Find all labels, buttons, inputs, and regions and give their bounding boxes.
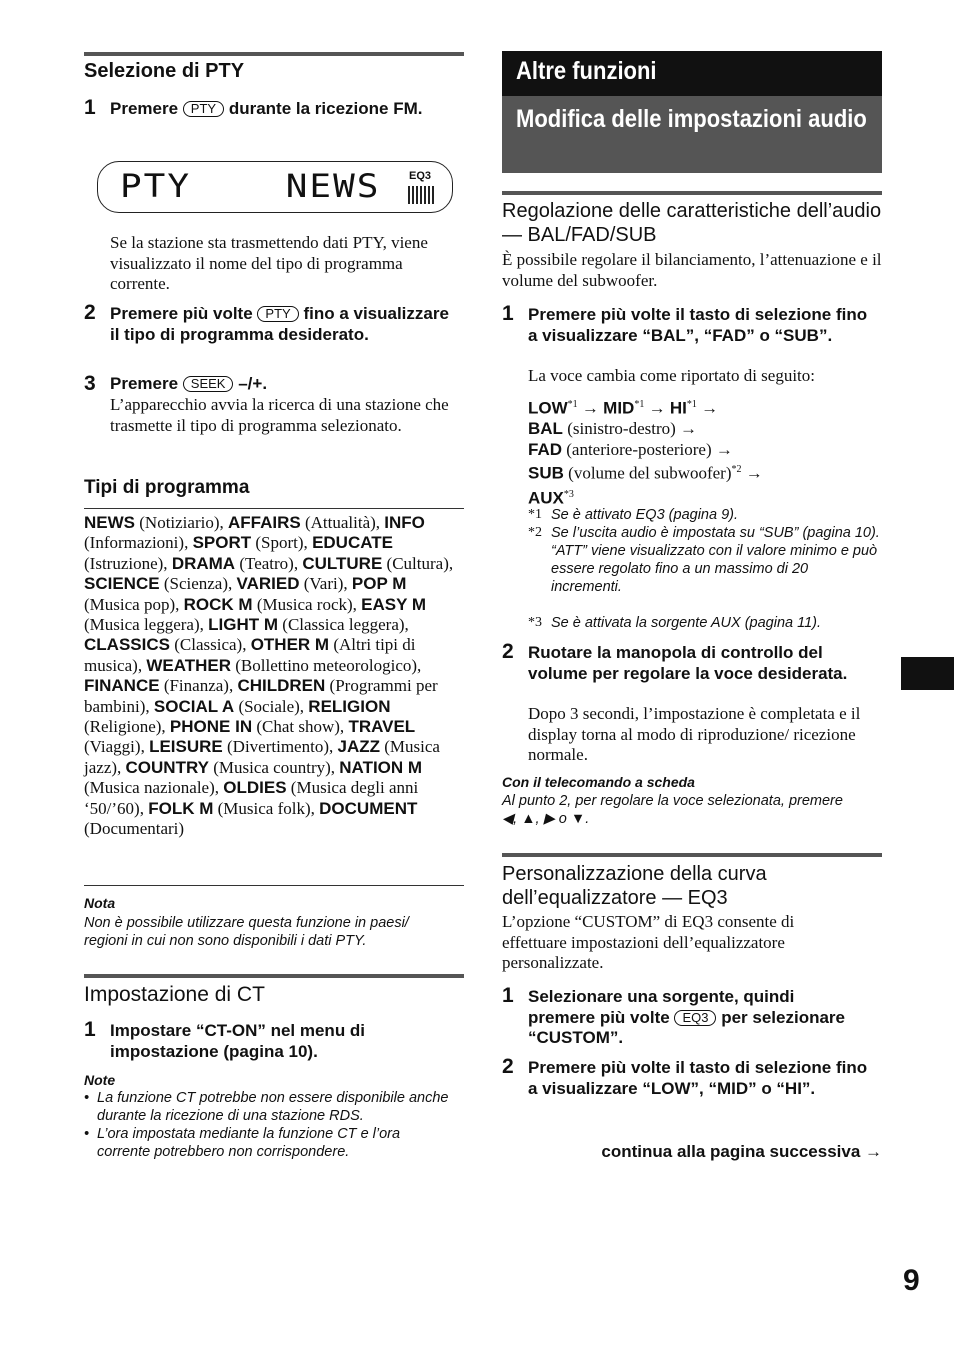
program-type-code: POP M [351,574,407,594]
bullet: • [84,1126,90,1142]
footnote-3: Se è attivata la sorgente AUX (pagina 11). [551,615,822,631]
setting-sequence: LOW$^{*1}$ → MID$^{*1}$ → HI$^{*1}$ → BAL (sinistro-destro) → FAD (anteriore-posteriore) → SUB (volume del subwoofer)$^{*2}$ → $AUX^{*3}$ [528,398,763,508]
program-type-code: NATION M [339,757,423,777]
pty-body-1: Se la stazione sta trasmettendo dati PTY, viene visualizzato il nome del tipo di programma corrente. [110,233,428,293]
bullet: • [84,1090,90,1106]
step-number: 3 [84,372,96,395]
program-type-desc: (Bollettino meteorologico), [231,655,422,675]
remote-text: Al punto 2, per regolare la voce selezionata, premere ◀, ▲, ▶ o ▼. [502,793,843,827]
sec2-body: L’opzione “CUSTOM” di EQ3 consente di effettuare impostazioni dell’equalizzatore personalizzate. [502,912,795,972]
footnote-1: Se è attivato EQ3 (pagina 9). [551,507,738,523]
ct-note-title: Note [84,1072,116,1088]
sec1-step-1-body: La voce cambia come riportato di seguito: [528,366,816,385]
program-type-code: VARIED [236,574,300,594]
program-type-code: CLASSICS [84,635,170,655]
eq3-key: EQ3 [674,1010,716,1026]
section-rule [84,52,464,56]
sec1-title: Regolazione delle caratteristiche dell’audio — BAL/FAD/SUB [502,200,882,246]
program-type-code: INFO [384,513,425,532]
program-type-desc: (Vari), [299,574,352,594]
nota-text: Non è possibile utilizzare questa funzione in paesi/ regioni in cui non sono disponibili i dati PTY. [84,915,409,949]
lcd-display [97,161,453,213]
program-type-desc: (Sociale), [234,696,309,716]
program-type-desc: (Musica jazz), [84,737,440,777]
footnote-2: Se l’uscita audio è impostata su “SUB” (pagina 10). “ATT” viene visualizzato con il valore minimo e può essere regolato fino a un massimo di 20 incrementi. [551,525,880,595]
program-type-code: FINANCE [84,676,160,696]
ct-title: Impostazione di CT [84,983,265,1006]
program-type-code: SOCIAL A [153,696,235,716]
program-type-code: AFFAIRS [228,513,301,532]
program-type-desc: (Chat show), [252,717,349,737]
step-number: 1 [84,96,96,119]
program-type-code: DRAMA [171,553,236,573]
pty-title: Selezione di PTY [84,60,245,82]
divider [84,885,464,886]
page-number: 9 [903,1264,920,1297]
pty-step-1: Premere PTY durante la ricezione FM. [110,99,423,118]
sec1-step-2: Ruotare la manopola di controllo del volume per regolare la voce desiderata. [528,643,848,683]
program-type-code: JAZZ [337,737,380,757]
equalizer-bars-icon [408,186,436,204]
program-type-code: OTHER M [250,635,330,655]
program-type-desc: (Teatro), [235,553,303,573]
program-type-desc: (Musica nazionale), [84,778,224,798]
program-type-desc: (Informazioni), [84,533,193,553]
program-type-desc: (Divertimento), [222,737,338,757]
program-type-desc: (Religione), [84,717,170,737]
pty-step-3: Premere SEEK –/+. [110,374,268,393]
section-rule [84,974,464,978]
program-type-desc: (Viaggi), [84,737,150,757]
arrow-keys-icon: ◀, ▲, ▶ o ▼. [502,811,590,827]
footnote-mark: *2 [528,525,542,540]
banner-subtitle: Modifica delle impostazioni audio [516,105,867,133]
sec1-body: È possibile regolare il bilanciamento, l’attenuazione e il volume del subwoofer. [502,250,882,290]
eq3-indicator: EQ3 [409,170,432,182]
program-type-code: LIGHT M [208,615,279,635]
program-type-code: COUNTRY [125,757,209,777]
program-type-code: EDUCATE [312,533,393,553]
program-type-code: NEWS [84,513,135,532]
sec2-step-2: Premere più volte il tasto di selezione fino a visualizzare “LOW”, “MID” o “HI”. [528,1058,868,1098]
program-type-desc: (Attualità), [300,513,385,532]
banner-title: Altre funzioni [516,57,657,85]
step-number: 1 [502,984,514,1007]
ct-note-2: L’ora impostata mediante la funzione CT e l’ora corrente potrebbero non corrispondere. [97,1126,401,1160]
program-type-desc: (Musica rock), [252,594,362,614]
program-type-code: ROCK M [183,594,253,614]
remote-title: Con il telecomando a scheda [502,774,695,790]
banner-header [502,51,882,96]
program-type-code: RELIGION [308,696,391,716]
sec2-title: Personalizzazione della curva dell’equalizzatore — EQ3 [502,863,767,909]
pty-key: PTY [183,101,224,117]
program-types-list [84,513,462,840]
program-type-code: PHONE IN [169,717,253,737]
program-type-desc: (Classica leggera), [278,615,409,635]
program-type-code: CHILDREN [237,676,326,696]
program-type-desc: (Musica pop), [84,594,184,614]
step-number: 1 [502,302,514,325]
program-type-code: OLDIES [223,778,287,798]
program-type-desc: (Documentari) [84,819,185,839]
program-type-code: EASY M [361,594,427,614]
program-type-desc: (Programmi per bambini), [84,676,438,716]
pty-step-2: Premere più volte PTY fino a visualizzare il tipo di programma desiderato. [110,304,449,344]
program-type-code: FOLK M [148,798,214,818]
side-tab [901,657,954,690]
program-type-desc: (Altri tipi di musica), [84,635,416,675]
sec2-step-1: Selezionare una sorgente, quindi premere più volte EQ3 per selezionare “CUSTOM”. [528,987,845,1047]
program-type-desc: (Cultura), [382,553,454,573]
section-rule [502,191,882,195]
banner-sub [502,96,882,173]
program-type-desc: (Sport), [251,533,313,553]
pty-body-3: L’apparecchio avvia la ricerca di una stazione che trasmette il tipo di programma selezionato. [110,395,449,435]
footnote-mark: *1 [528,507,542,522]
program-type-desc: (Scienza), [159,574,237,594]
program-type-desc: (Finanza), [159,676,238,696]
continue-label: continua alla pagina successiva → [601,1142,882,1161]
program-type-code: TRAVEL [348,717,416,737]
program-type-code: WEATHER [146,655,232,675]
nota-title: Nota [84,895,116,911]
lcd-text: PTY NEWS [120,168,381,205]
program-type-desc: (Musica country), [208,757,340,777]
program-type-desc: (Musica leggera), [84,615,209,635]
program-type-desc: (Istruzione), [84,553,172,573]
pty-key: PTY [257,306,298,322]
program-type-code: SPORT [192,533,252,553]
seek-key: SEEK [183,376,234,392]
program-type-desc: (Notiziario), [135,513,228,532]
ct-note-1: La funzione CT potrebbe non essere disponibile anche durante la ricezione di una stazione RDS. [97,1090,449,1124]
divider [84,508,464,509]
program-type-code: DOCUMENT [319,798,418,818]
program-type-desc: (Classica), [169,635,251,655]
types-title: Tipi di programma [84,477,250,498]
footnote-mark: *3 [528,615,542,630]
step-number: 1 [84,1018,96,1041]
step-number: 2 [502,1055,514,1078]
step-number: 2 [84,301,96,324]
sec1-step-2-body: Dopo 3 secondi, l’impostazione è completata e il display torna al modo di riproduzione/ ricezione normale. [528,704,861,764]
step-number: 2 [502,640,514,663]
program-type-desc: (Musica folk), [213,798,320,818]
program-type-code: SCIENCE [84,574,160,594]
program-type-code: CULTURE [302,553,383,573]
ct-step-1: Impostare “CT-ON” nel menu di impostazione (pagina 10). [110,1021,366,1061]
program-type-code: LEISURE [149,737,223,757]
program-type-desc: (Musica degli anni ‘50/’60), [84,778,419,818]
section-rule [502,853,882,857]
sec1-step-1: Premere più volte il tasto di selezione fino a visualizzare “BAL”, “FAD” o “SUB”. [528,305,868,345]
